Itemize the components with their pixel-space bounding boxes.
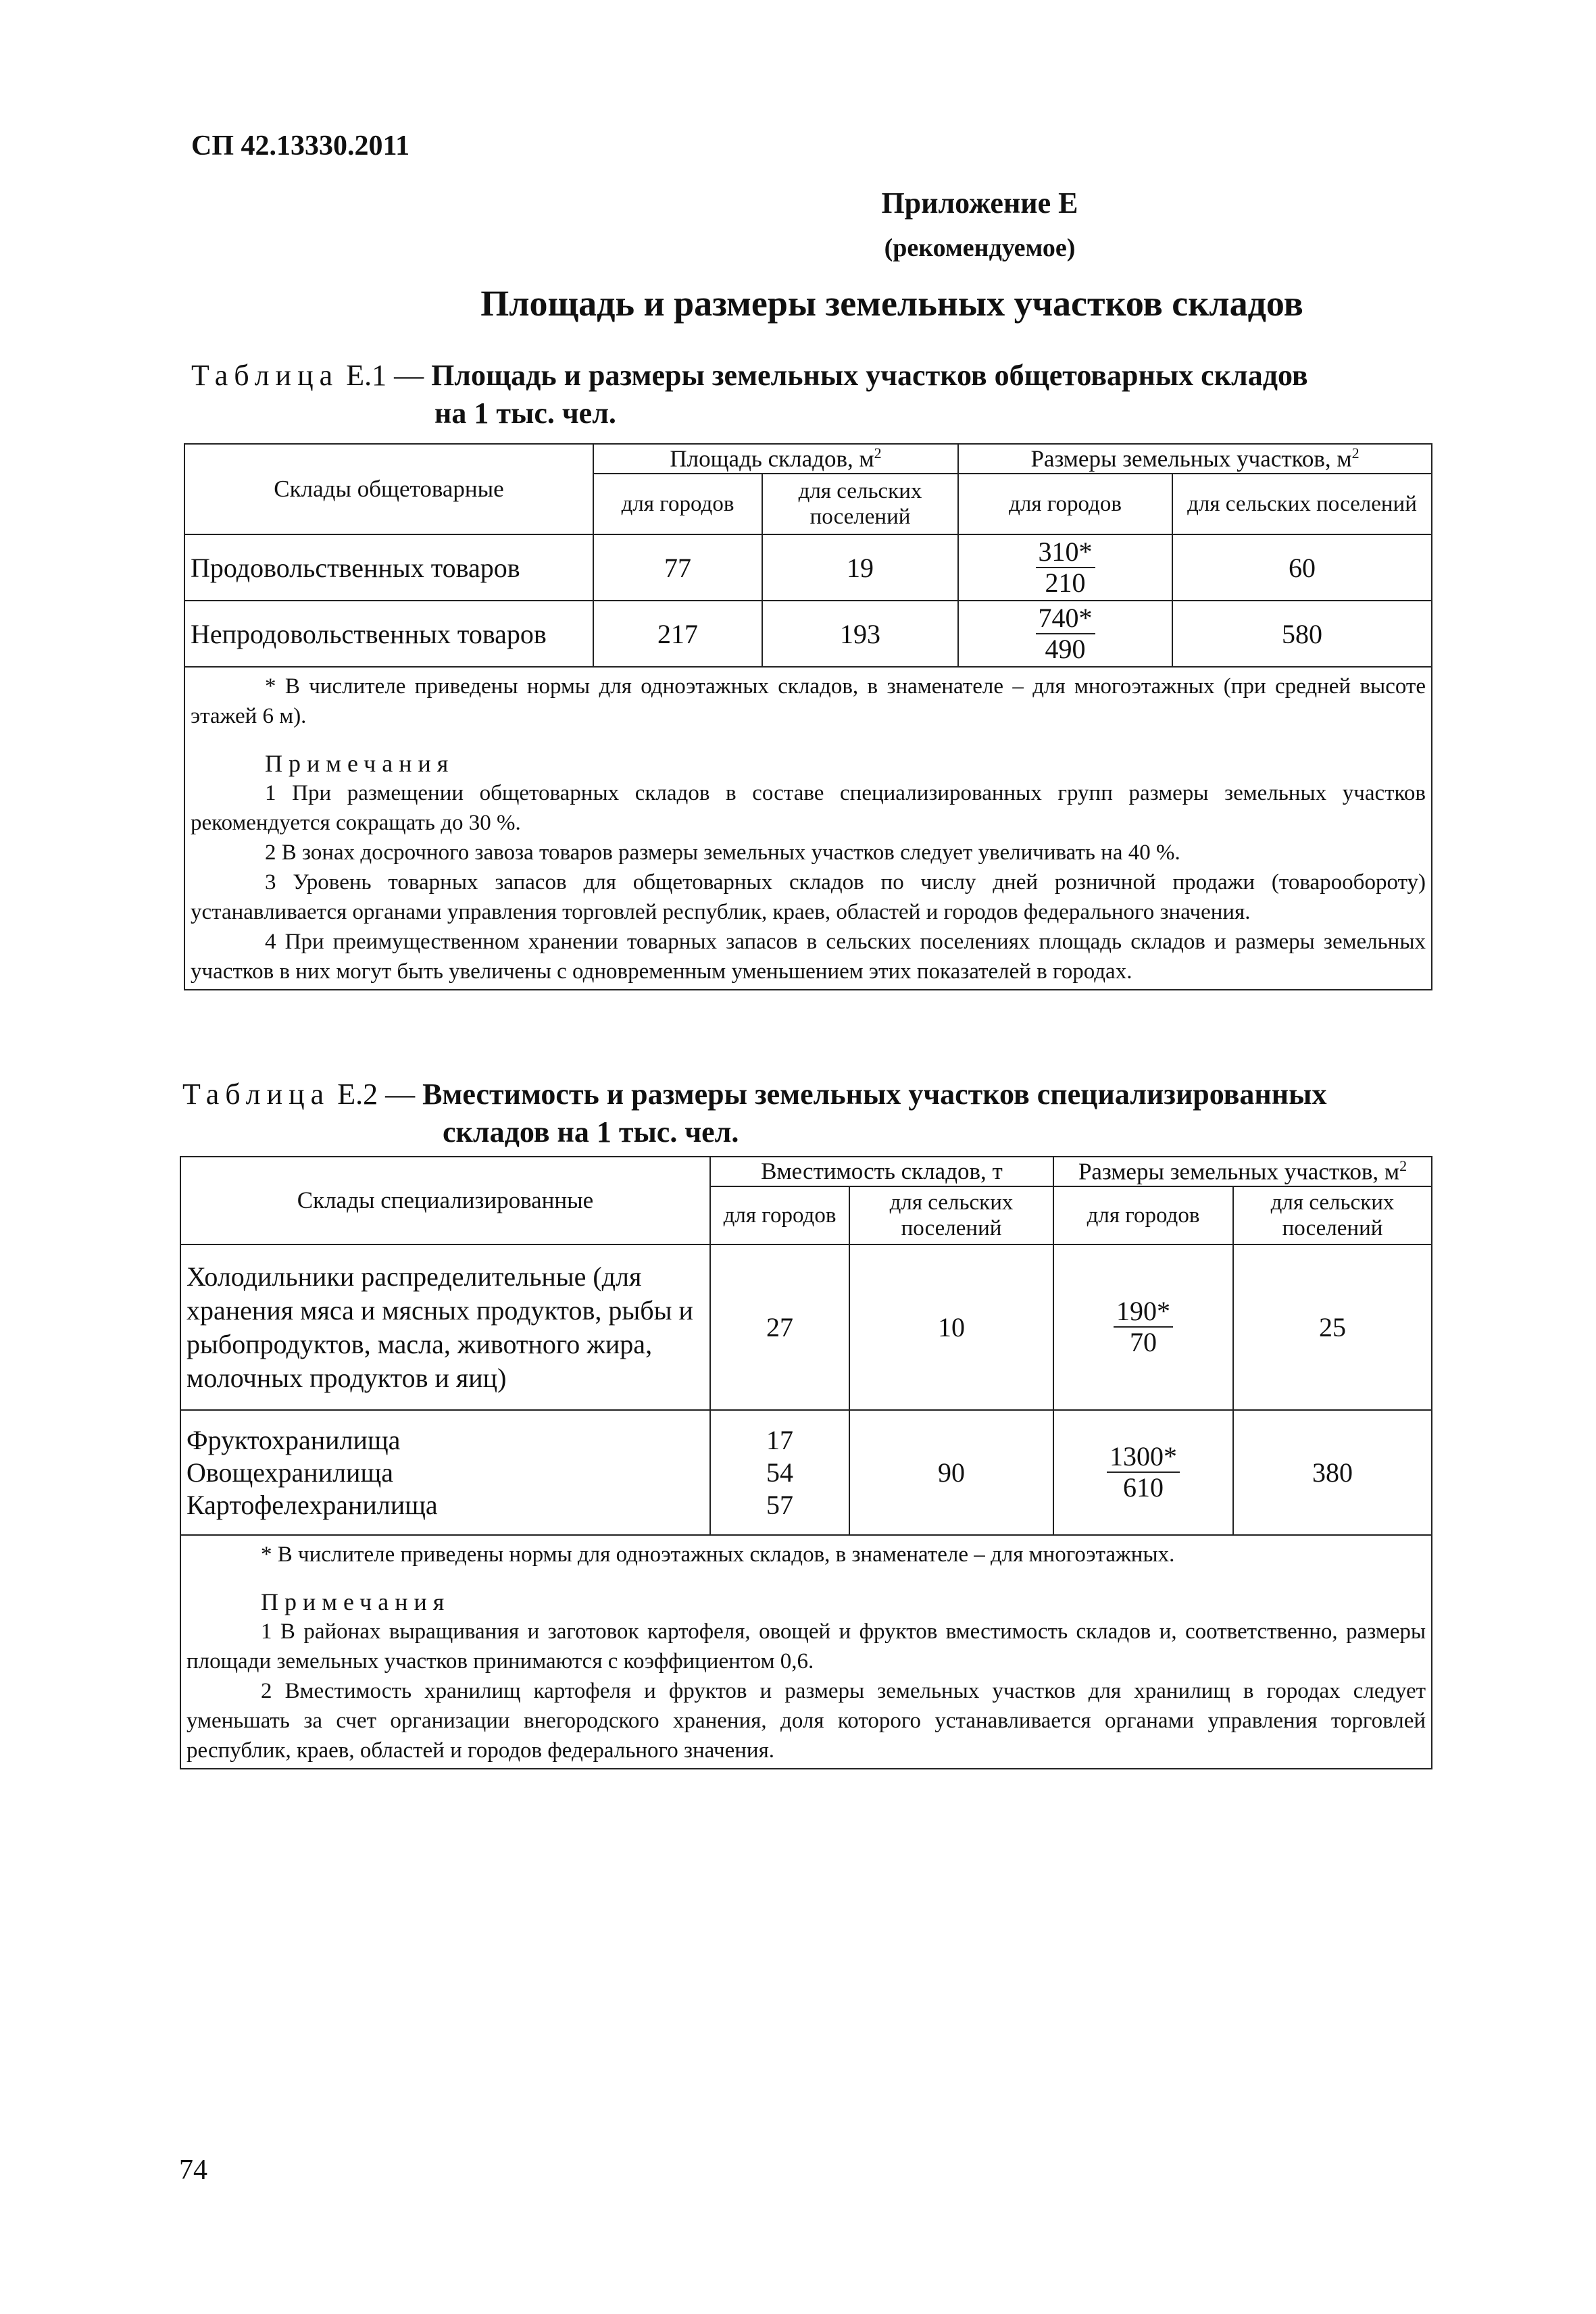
table2-caption-title-line2: складов на 1 тыс. чел. [443, 1115, 739, 1149]
table1-cell: 193 [762, 601, 958, 667]
table1-subheader-rural: для сельских поселений [1172, 474, 1432, 534]
table1-cell: 77 [593, 534, 762, 601]
table1-notes-title: Примечания [265, 750, 455, 777]
appendix-heading: Площадь и размеры земельных участков складов [480, 283, 1303, 324]
table-row [180, 1244, 1432, 1410]
table2-subheader-rural: для сельских поселений [1233, 1186, 1432, 1244]
table2-cell-stack [710, 1410, 849, 1535]
table1-cell-fraction: $\frac{740*}{490}$ [958, 601, 1172, 667]
table1-footnote: * В числителе приведены нормы для одноэтажных складов, в знаменателе – для многоэтажных (при средней высоте этажей 6 м). [191, 674, 1426, 728]
table1-caption-number: Е.1 — [339, 359, 432, 392]
table2-caption-label: Таблица [182, 1078, 330, 1111]
table2-header-main: Склады специализированные [180, 1157, 710, 1244]
table1-note: 1 При размещении общетоварных складов в составе специализированных групп размеры земельных участков рекомендуется сокращать до 30 %. [191, 781, 1426, 835]
table2-note: 1 В районах выращивания и заготовок картофеля, овощей и фруктов вместимость складов и, соответственно, размеры площади земельных участков принимаются с коэффициентом 0,6. [186, 1619, 1426, 1674]
table-row [184, 534, 1432, 601]
table2-cell: 17 [766, 1424, 793, 1455]
table2-caption [182, 1076, 1439, 1151]
table2-cell: 54 [766, 1457, 793, 1488]
table2-cell-fraction: $\frac{1300*}{610}$ [1053, 1410, 1233, 1535]
table1-header-group2: Размеры земельных участков, $м^2$ [958, 444, 1432, 474]
table1-cell: 19 [762, 534, 958, 601]
table2-cell: 90 [849, 1410, 1053, 1535]
table1-caption [191, 357, 1441, 432]
table1-row-name: Продовольственных товаров [184, 534, 593, 601]
table2-cell-fraction: $\frac{190*}{70}$ [1053, 1244, 1233, 1410]
table2-note: 2 Вместимость хранилищ картофеля и фруктов и размеры земельных участков для хранилищ в городах следует уменьшать за счет организации внегородского хранения, доля которого устанавливается органами управления торговлей республик, краев, областей и городов федерального значения. [186, 1679, 1426, 1763]
table2-row-name: Овощехранилища [186, 1457, 394, 1488]
table2-cell: 57 [766, 1489, 793, 1520]
table1-cell: 580 [1172, 601, 1432, 667]
table1 [184, 443, 1432, 990]
table1-subheader-city: для городов [958, 474, 1172, 534]
table1-cell-fraction: $\frac{310*}{210}$ [958, 534, 1172, 601]
table2-subheader-city: для городов [710, 1186, 849, 1244]
table2-row-name: Фруктохранилища [186, 1424, 401, 1455]
table1-caption-title-line2: на 1 тыс. чел. [434, 397, 616, 430]
table1-cell: 217 [593, 601, 762, 667]
table2 [180, 1156, 1432, 1769]
table1-subheader-city: для городов [593, 474, 762, 534]
table1-note: 3 Уровень товарных запасов для общетоварных складов по числу дней розничной продажи (товарообороту) устанавливается органами управления торговлей республик, краев, областей и городов федерального значения. [191, 870, 1426, 924]
table1-notes [184, 667, 1432, 990]
table1-subheader-rural: для сельских поселений [762, 474, 958, 534]
table2-caption-title-line1: Вместимость и размеры земельных участков специализированных [422, 1078, 1327, 1111]
table2-cell: 25 [1233, 1244, 1432, 1410]
document-code: СП 42.13330.2011 [191, 130, 410, 161]
table2-notes-title: Примечания [261, 1588, 451, 1615]
table1-note: 2 В зонах досрочного завоза товаров размеры земельных участков следует увеличивать на 40 %. [265, 840, 1180, 865]
table2-subheader-city: для городов [1053, 1186, 1233, 1244]
appendix-title: Приложение Е [881, 186, 1078, 220]
table2-subheader-rural: для сельских поселений [849, 1186, 1053, 1244]
table-row [184, 601, 1432, 667]
table2-footnote: * В числителе приведены нормы для одноэтажных складов, в знаменателе – для многоэтажных. [261, 1542, 1175, 1567]
table1-row-name: Непродовольственных товаров [184, 601, 593, 667]
table1-header-main: Склады общетоварные [184, 444, 593, 534]
table2-notes [180, 1535, 1432, 1769]
table1-caption-title-line1: Площадь и размеры земельных участков общетоварных складов [431, 359, 1308, 392]
table2-row-name: Картофелехранилища [186, 1489, 438, 1520]
table2-caption-number: Е.2 — [330, 1078, 423, 1111]
table2-cell: 10 [849, 1244, 1053, 1410]
table2-row-names [180, 1410, 710, 1535]
table2-cell: 27 [710, 1244, 849, 1410]
table2-cell: 380 [1233, 1410, 1432, 1535]
page-number: 74 [179, 2155, 207, 2186]
table-row [180, 1410, 1432, 1535]
table2-header-group2: Размеры земельных участков, $м^2$ [1053, 1157, 1432, 1186]
table1-note: 4 При преимущественном хранении товарных запасов в сельских поселениях площадь складов и размеры земельных участков в них могут быть увеличены с одновременным уменьшением этих показателей в городах. [191, 930, 1426, 984]
table1-header-group1: Площадь складов, $м^2$ [593, 444, 958, 474]
table2-header-group1: Вместимость складов, т [710, 1157, 1053, 1186]
table1-caption-label: Таблица [191, 359, 339, 392]
table2-row-name: Холодильники распределительные (для хранения мяса и мясных продуктов, рыбы и рыбопродуктов, масла, животного жира, молочных продуктов и яиц) [180, 1244, 710, 1410]
table1-cell: 60 [1172, 534, 1432, 601]
appendix-type: (рекомендуемое) [884, 234, 1076, 262]
